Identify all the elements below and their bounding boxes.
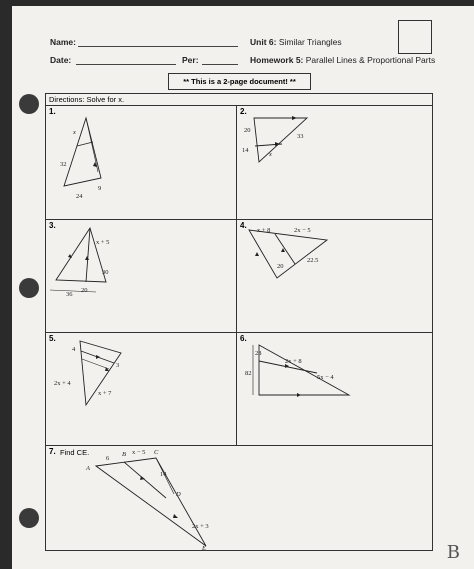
name-label: Name: (50, 37, 76, 47)
label-x-plus-7: x + 7 (98, 390, 112, 397)
label-2x-plus-8: 2x + 8 (285, 358, 302, 365)
problem-number: 2. (240, 107, 247, 116)
handwritten-signature: B (446, 542, 460, 563)
label-30: 30 (102, 269, 109, 276)
date-field[interactable] (76, 64, 176, 65)
problem-7-prompt: Find CE. (60, 448, 90, 457)
problem-5 (46, 333, 237, 446)
label-14: 14 (242, 147, 249, 154)
label-20: 20 (81, 287, 88, 294)
label-32: 32 (60, 161, 67, 168)
binder-hole (19, 278, 39, 298)
label-2x-plus-4: 2x + 4 (54, 380, 71, 387)
score-box (398, 20, 432, 54)
unit-title: Unit 6: Similar Triangles (250, 37, 342, 47)
problem-1-diagram (46, 106, 237, 220)
label-x-plus-8: x + 8 (257, 227, 271, 234)
two-page-banner: ** This is a 2-page document! ** (168, 73, 311, 90)
label-x-plus-5: x + 5 (96, 239, 110, 246)
problem-6-diagram (237, 333, 432, 446)
problem-1 (46, 106, 237, 220)
problem-7-diagram (46, 446, 432, 550)
problem-5-diagram (46, 333, 237, 446)
label-22-5: 22.5 (307, 257, 319, 264)
label-e: E (202, 545, 206, 550)
label-6: 6 (106, 455, 110, 462)
per-label: Per: (182, 55, 199, 65)
problem-7 (46, 446, 432, 550)
label-5x-minus-4: 5x − 4 (317, 374, 334, 381)
label-x: x (269, 151, 272, 158)
problem-6 (237, 333, 432, 446)
label-a: A (86, 465, 90, 472)
name-field[interactable] (78, 46, 238, 47)
label-x-minus-5: x − 5 (132, 449, 146, 456)
label-x: x (73, 129, 76, 136)
label-36: 36 (66, 291, 73, 298)
label-b: B (122, 451, 126, 458)
label-14: 14 (160, 471, 167, 478)
problem-grid (45, 93, 433, 551)
label-28: 28 (255, 350, 262, 357)
problem-number: 3. (49, 221, 56, 230)
binder-hole (19, 94, 39, 114)
problem-3-diagram (46, 220, 237, 333)
per-field[interactable] (202, 64, 238, 65)
problem-2 (237, 106, 432, 220)
problem-4-diagram (237, 220, 432, 333)
binder-hole (19, 508, 39, 528)
homework-title: Homework 5: Parallel Lines & Proportional Parts (250, 55, 436, 65)
label-2x-minus-5: 2x − 5 (294, 227, 311, 234)
label-2x-plus-3: 2x + 3 (192, 523, 209, 530)
problem-4 (237, 220, 432, 333)
label-9: 9 (98, 185, 102, 192)
date-label: Date: (50, 55, 72, 65)
problem-number: 4. (240, 221, 247, 230)
label-33: 33 (297, 133, 304, 140)
problem-number: 6. (240, 334, 247, 343)
label-82: 82 (245, 370, 252, 377)
label-3: 3 (116, 362, 120, 369)
label-4: 4 (72, 346, 76, 353)
problem-3 (46, 220, 237, 333)
label-20: 20 (277, 263, 284, 270)
problem-number: 7. (49, 447, 56, 456)
directions: Directions: Solve for x. (46, 94, 432, 106)
problem-number: 1. (49, 107, 56, 116)
label-20: 20 (244, 127, 251, 134)
problem-2-diagram (237, 106, 432, 220)
label-d: D (176, 491, 181, 498)
label-24: 24 (76, 193, 83, 200)
label-c: C (154, 449, 159, 456)
problem-number: 5. (49, 334, 56, 343)
